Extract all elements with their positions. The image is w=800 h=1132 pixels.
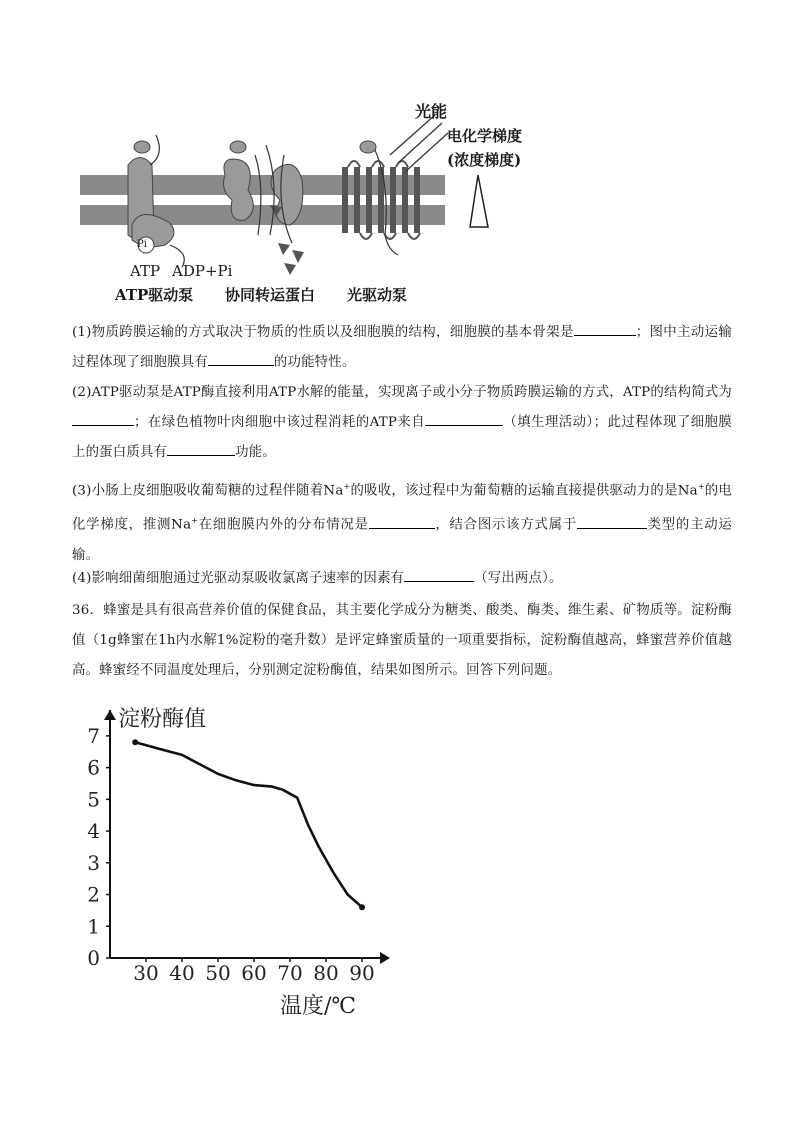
q3-text-a: (3)小肠上皮细胞吸收葡萄糖的过程伴随着Na [72,483,344,499]
q2-blank-1[interactable] [72,411,134,426]
light-label: 光能 [415,102,448,121]
x-tick-label: 30 [133,961,159,985]
q3-sup-b: + [697,482,705,491]
amylase-chart [80,700,400,1020]
q2-text-c: （填生理活动）；此过程体现了细胞膜上的蛋白质具有 [72,415,733,460]
question-36 [72,596,732,686]
q3-text-f: 类型的主动运输。 [72,517,733,563]
gradient-label-line1: 电化学梯度 [447,127,523,145]
series-endpoint [132,739,138,745]
chart-y-axis-label: 淀粉酶值 [118,707,207,732]
q1-blank-2[interactable] [208,351,274,366]
question-4 [72,564,732,594]
x-tick-label: 40 [169,961,195,985]
atp-label: ATP [130,262,161,280]
q3-blank-2[interactable] [577,514,647,529]
y-tick-label: 7 [87,723,100,748]
y-tick-label: 6 [87,755,100,780]
q3-text-d: 在细胞膜内外的分布情况是 [198,517,369,533]
q2-text-d: 功能。 [235,445,276,460]
q3-text-c: 的电化学梯度，推测Na [72,483,732,533]
q2-text-b: ；在绿色植物叶肉细胞中该过程消耗的ATP来自 [134,415,426,430]
x-tick-label: 70 [277,961,303,985]
question-3 [72,472,732,571]
adp-label: ADP+Pi [172,262,233,280]
y-tick-label: 3 [87,850,100,875]
series-endpoint [359,904,365,910]
q1-text-a: (1)物质跨膜运输的方式取决于物质的性质以及细胞膜的结构，细胞膜的基本骨架是 [72,325,574,340]
amylase-chart-svg [80,700,400,1020]
y-tick-label: 5 [87,787,100,812]
y-tick-label: 2 [87,882,100,907]
chart-axes [104,710,390,964]
x-tick-label: 50 [205,961,231,985]
x-tick-label: 90 [349,961,375,985]
q3-blank-1[interactable] [369,514,435,529]
y-tick-label: 0 [87,946,100,970]
q3-sup-c: + [191,516,199,526]
y-axis-arrow [104,710,116,720]
q2-blank-3[interactable] [167,441,235,456]
light-pump-label: 光驱动泵 [347,286,408,304]
q3-text-b: 的吸收，该过程中为葡萄糖的运输直接提供驱动力的是Na [350,483,698,499]
question-2 [72,378,732,468]
q1-text-b: ；图中主动运输过程体现了细胞膜具有 [72,325,732,370]
q4-text-a: (4)影响细菌细胞通过光驱动泵吸收氯离子速率的因素有 [72,571,405,586]
chart-x-axis-label: 温度/℃ [280,994,357,1019]
x-tick-label: 60 [241,961,267,985]
x-axis-arrow [380,952,390,964]
pi-label: Pi [137,239,147,250]
q36-text: 36．蜂蜜是具有很高营养价值的保健食品，其主要化学成分为糖类、酸类、酶类、维生素、矿物质等。淀粉酶值（1g蜂蜜在1h内水解1%淀粉的毫升数）是评定蜂蜜质量的一项重要指标，淀粉酶值越高，蜂蜜营养价值越高。蜂蜜经不同温度处理后，分别测定淀粉酶值，结果如图所示。回答下列问题。 [72,603,732,678]
q4-text-b: （写出两点）。 [474,571,563,586]
q3-text-e: ，结合图示该方式属于 [434,517,578,533]
gradient-label-line2: (浓度梯度) [447,151,522,169]
q1-text-c: 的功能特性。 [273,355,356,370]
chart-series-line [135,742,362,907]
q3-sup-a: + [343,482,351,491]
q1-blank-1[interactable] [574,321,636,336]
x-tick-label: 80 [313,961,339,985]
gradient-triangle [470,175,488,227]
y-tick-label: 1 [87,914,100,939]
q2-blank-2[interactable] [425,411,503,426]
membrane-transport-diagram [70,95,570,310]
y-tick-label: 4 [87,819,100,844]
q4-blank-1[interactable] [404,567,474,582]
q2-text-a: (2)ATP驱动泵是ATP酶直接利用ATP水解的能量，实现离子或小分子物质跨膜运输的方式，ATP的结构简式为 [72,385,732,400]
atp-pump-label: ATP驱动泵 [115,286,194,304]
cotransporter-label: 协同转运蛋白 [225,286,316,304]
question-1 [72,318,732,378]
chart-ticks [87,724,374,985]
